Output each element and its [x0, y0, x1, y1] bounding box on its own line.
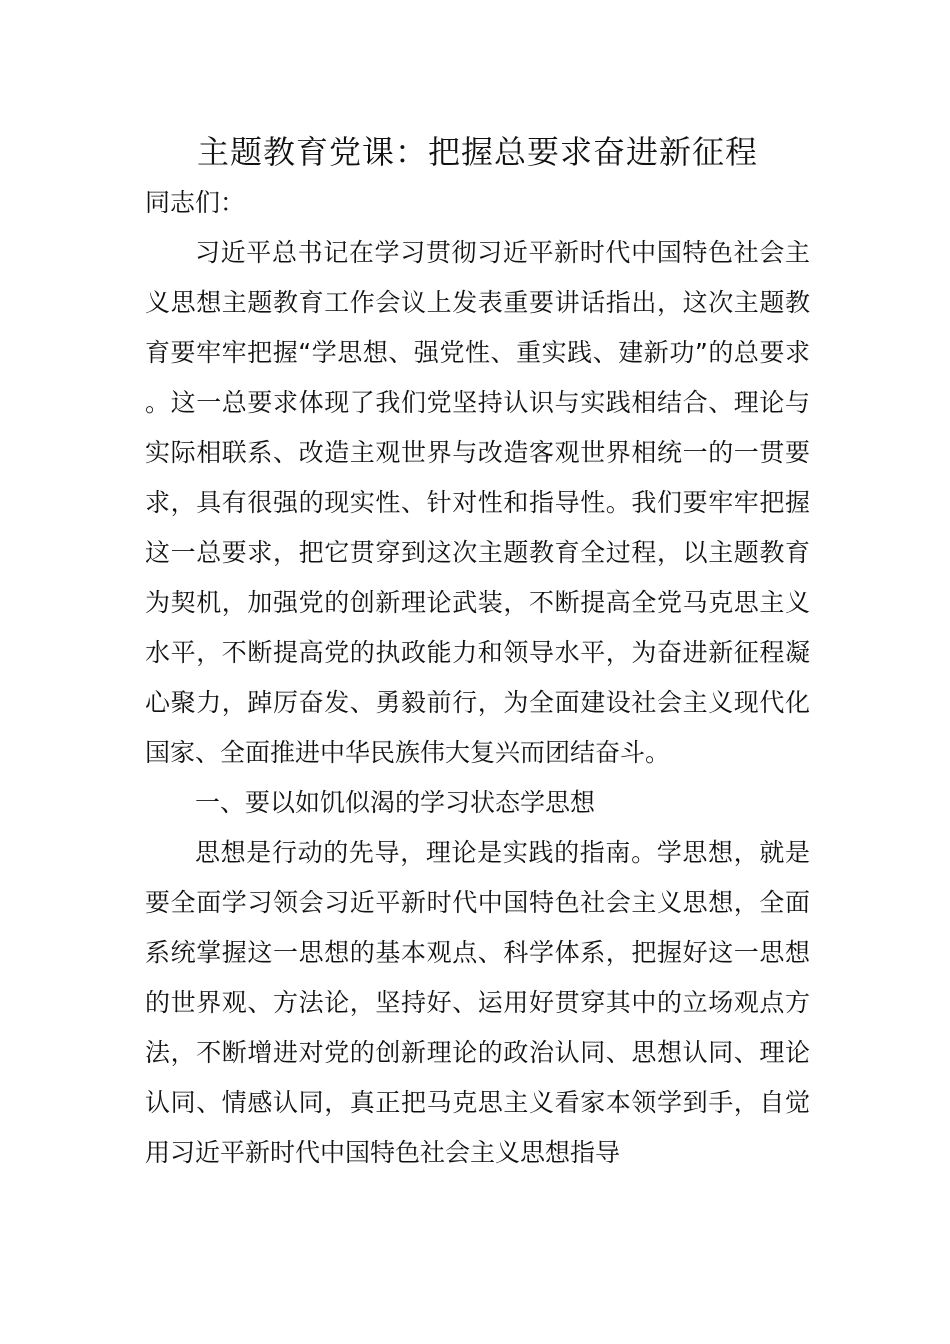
salutation: 同志们：: [145, 188, 246, 217]
page-title: 主题教育党课：把握总要求奋进新征程: [196, 133, 758, 171]
section-heading: 一、要以如饥似渴的学习状态学思想: [195, 788, 596, 817]
document-body: [145, 178, 810, 1178]
intro-paragraph: 习近平总书记在学习贯彻习近平新时代中国特色社会主义思想主题教育工作会议上发表重要讲话指出，这次主题教育要牢牢把握“学思想、强党性、重实践、建新功”的总要求。这一总要求体现了我们党坚持认识与实践相结合、理论与实际相联系、改造主观世界与改造客观世界相统一的一贯要求，具有很强的现实性、针对性和指导性。我们要牢牢把握这一总要求，把它贯穿到这次主题教育全过程，以主题教育为契机，加强党的创新理论武装，不断提高全党马克思主义水平，不断提高党的执政能力和领导水平，为奋进新征程凝心聚力，踔厉奋发、勇毅前行，为全面建设社会主义现代化国家、全面推进中华民族伟大复兴而团结奋斗。: [145, 238, 810, 767]
section-paragraph: 思想是行动的先导，理论是实践的指南。学思想，就是要全面学习领会习近平新时代中国特色社会主义思想，全面系统掌握这一思想的基本观点、科学体系，把握好这一思想的世界观、方法论，坚持好、运用好贯穿其中的立场观点方法，不断增进对党的创新理论的政治认同、思想认同、理论认同、情感认同，真正把马克思主义看家本领学到手，自觉用习近平新时代中国特色社会主义思想指导: [145, 838, 810, 1167]
